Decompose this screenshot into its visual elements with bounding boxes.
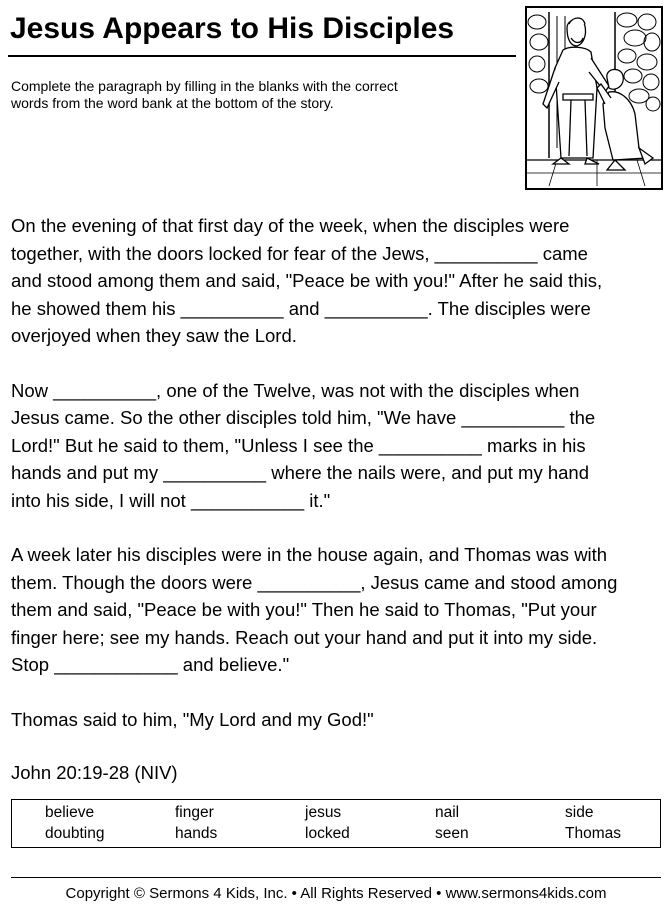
story-line: Now __________, one of the Twelve, was not with the disciples when [11,379,580,401]
story-line: A week later his disciples were in the house again, and Thomas was with [11,544,608,565]
page-title: Jesus Appears to His Disciples [10,12,455,45]
word-bank-word: jesus [305,804,342,821]
story-line: into his side, I will not ___________ it." [11,489,331,511]
instructions-line: words from the word bank at the bottom of the story. [11,95,334,111]
story-line: Lord!" But he said to them, "Unless I see the __________ marks in his [11,434,586,456]
story-line: Jesus came. So the other disciples told him, "We have __________ the [11,407,596,428]
word-bank-word: believe [45,804,95,821]
story-line: overjoyed when they saw the Lord. [11,325,297,346]
story-line: Thomas said to him, "My Lord and my God!" [11,708,374,730]
word-bank-word: nail [435,804,460,821]
word-bank-word: Thomas [565,825,621,842]
story-text [11,212,671,760]
title-divider [8,55,516,57]
story-line: them. Though the doors were __________, Jesus came and stood among [11,571,618,593]
word-bank-word: seen [435,825,469,842]
story-line: he showed them his __________ and __________. The disciples were [11,297,591,319]
story-line: hands and put my __________ where the nails were, and put my hand [11,462,590,483]
word-bank-word: hands [175,825,218,842]
word-bank-word: locked [305,825,350,842]
story-paragraph [11,541,671,679]
footer-divider [11,877,661,878]
word-bank-word: finger [175,804,214,821]
word-bank-word: doubting [45,825,105,842]
story-paragraph [11,706,671,734]
story-line: together, with the doors locked for fear of the Jews, __________ came [11,242,588,264]
copyright-footer: Copyright © Sermons 4 Kids, Inc. • All Rights Reserved • www.sermons4kids.com [65,885,607,902]
story-line: and stood among them and said, "Peace be with you!" After he said this, [11,270,603,291]
story-line: finger here; see my hands. Reach out your hand and put it into my side. [11,626,598,648]
jesus-and-thomas-illustration [525,6,663,190]
story-line: On the evening of that first day of the week, when the disciples were [11,215,570,236]
story-paragraph [11,377,671,515]
story-line: Stop ____________ and believe." [11,654,290,675]
illustration-drawing [527,8,661,188]
instructions [11,78,511,112]
story-paragraph [11,212,671,350]
scripture-citation: John 20:19-28 (NIV) [11,762,178,783]
word-bank [11,799,661,848]
story-line: them and said, "Peace be with you!" Then he said to Thomas, "Put your [11,599,597,620]
instructions-line: Complete the paragraph by filling in the blanks with the correct [11,78,398,94]
word-bank-word: side [565,804,594,821]
